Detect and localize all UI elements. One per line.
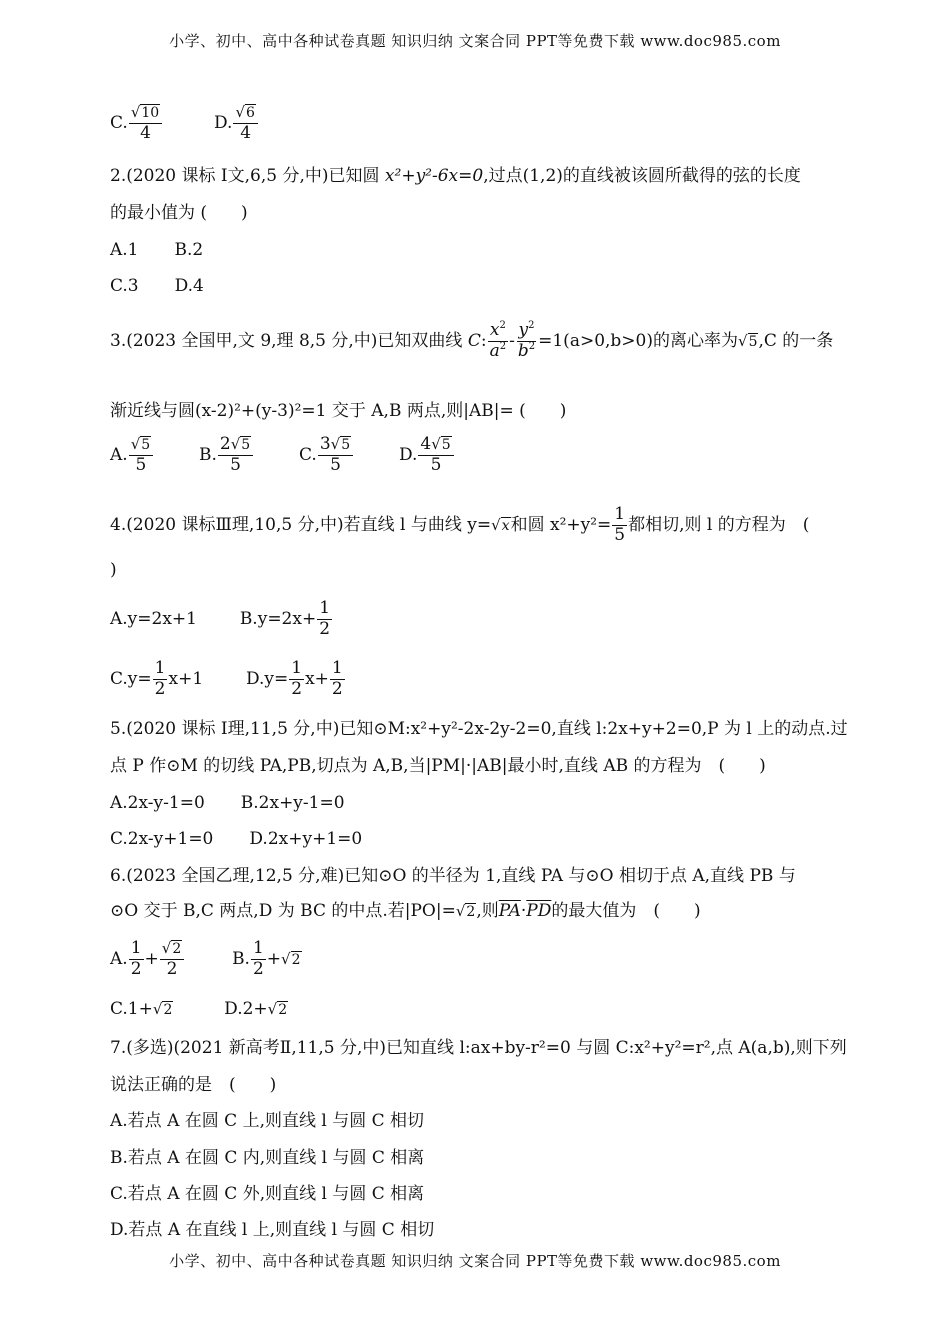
q1-option-c[interactable]: C. $\frac{√10}{4}$ bbox=[110, 113, 163, 133]
q6-option-d[interactable]: D.2+√2 bbox=[224, 999, 288, 1019]
q4-option-a[interactable]: A.y=2x+1 bbox=[110, 608, 197, 629]
q5-option-d[interactable]: D.2x+y+1=0 bbox=[249, 829, 363, 849]
q5-stem-line2: 点 P 作⊙M 的切线 PA,PB,切点为 A,B,当|PM|·|AB|最小时,直线 AB 的方程为 ( ) bbox=[110, 756, 766, 776]
q5-stem-line1: 5.(2020 课标 Ⅰ理,11,5 分,中)已知⊙M:x²+y²-2x-2y-2=0,直线 l:2x+y+2=0,P 为 l 上的动点.过 bbox=[110, 719, 848, 739]
q4-option-d[interactable]: D.y= $\frac{1}{2}$ x+ $\frac{1}{2}$ bbox=[245, 658, 343, 699]
q2-options-row2 bbox=[110, 278, 204, 295]
q6-options-row1 bbox=[110, 940, 302, 979]
q5-options-row2 bbox=[110, 831, 362, 848]
q7-option-b[interactable]: B.若点 A 在圆 C 内,则直线 l 与圆 C 相离 bbox=[110, 1148, 425, 1168]
q6-option-a[interactable]: A. $\frac{1}{2}$ + $\frac{√2}{2}$ bbox=[110, 949, 185, 969]
q4-options-row1 bbox=[110, 600, 333, 639]
q4-stem-line1: 4.(2020 课标Ⅲ理,10,5 分,中)若直线 l 与曲线 y=√x和圆 x²+y²= $\frac{1}{5}$ 都相切,则 l 的方程为 ( bbox=[110, 504, 810, 545]
q6-stem-line1: 6.(2023 全国乙理,12,5 分,难)已知⊙O 的半径为 1,直线 PA 与⊙O 相切于点 A,直线 PB 与 bbox=[110, 866, 796, 886]
q1-options bbox=[110, 104, 259, 143]
q5-option-c[interactable]: C.2x-y+1=0 bbox=[110, 829, 214, 849]
page-header: 小学、初中、高中各种试卷真题 知识归纳 文案合同 PPT等免费下载 www.doc985.com bbox=[169, 32, 781, 50]
q7-stem-line2: 说法正确的是 ( ) bbox=[110, 1075, 277, 1095]
q5-option-a[interactable]: A.2x-y-1=0 bbox=[110, 793, 205, 813]
q2-option-b[interactable]: B.2 bbox=[174, 240, 204, 260]
q2-options-row1 bbox=[110, 242, 203, 259]
q6-option-c[interactable]: C.1+√2 bbox=[110, 999, 173, 1019]
q2-stem-line2: 的最小值为 ( ) bbox=[110, 203, 248, 223]
page-footer: 小学、初中、高中各种试卷真题 知识归纳 文案合同 PPT等免费下载 www.doc985.com bbox=[169, 1252, 781, 1270]
q2-stem-line1: 2.(2020 课标 Ⅰ文,6,5 分,中)已知圆 x²+y²-6x=0,过点(1,2)的直线被该圆所截得的弦的长度 bbox=[110, 166, 801, 186]
q7-option-a[interactable]: A.若点 A 在圆 C 上,则直线 l 与圆 C 相切 bbox=[110, 1111, 425, 1131]
q5-option-b[interactable]: B.2x+y-1=0 bbox=[240, 793, 345, 813]
q4-stem-line2: ) bbox=[110, 560, 117, 580]
q6-stem-line2: ⊙O 交于 B,C 两点,D 为 BC 的中点.若|PO|=√2,则$\overline{PA}\cdot\overline{PD}$的最大值为 ( ) bbox=[110, 901, 701, 921]
q4-option-c[interactable]: C.y= $\frac{1}{2}$ x+1 bbox=[110, 658, 204, 699]
q5-options-row1 bbox=[110, 795, 345, 812]
q1-option-d[interactable]: D. $\frac{√6}{4}$ bbox=[214, 113, 259, 133]
q3-options bbox=[110, 436, 455, 475]
q6-options-row2 bbox=[110, 1001, 288, 1018]
q7-stem-line1: 7.(多选)(2021 新高考Ⅱ,11,5 分,中)已知直线 l:ax+by-r²=0 与圆 C:x²+y²=r²,点 A(a,b),则下列 bbox=[110, 1038, 847, 1058]
q3-stem-line1: 3.(2023 全国甲,文 9,理 8,5 分,中)已知双曲线 C: $\frac{x^2}{a^2}$ - $\frac{y^2}{b^2}$ =1(a>0,b>0)的离心率为√5,C 的一条 bbox=[110, 320, 834, 361]
q3-option-a[interactable]: A. $\frac{√5}{5}$ bbox=[110, 445, 154, 465]
q2-option-c[interactable]: C.3 bbox=[110, 276, 139, 296]
q6-option-b[interactable]: B. $\frac{1}{2}$ +√2 bbox=[232, 938, 301, 979]
q7-option-d[interactable]: D.若点 A 在直线 l 上,则直线 l 与圆 C 相切 bbox=[110, 1220, 435, 1240]
q3-stem-line2: 渐近线与圆(x-2)²+(y-3)²=1 交于 A,B 两点,则|AB|= ( ) bbox=[110, 401, 567, 421]
q4-option-b[interactable]: B.y=2x+ $\frac{1}{2}$ bbox=[239, 598, 331, 639]
q3-option-b[interactable]: B. $\frac{2√5}{5}$ bbox=[199, 445, 254, 465]
q3-option-d[interactable]: D. $\frac{4√5}{5}$ bbox=[399, 445, 455, 465]
q7-option-c[interactable]: C.若点 A 在圆 C 外,则直线 l 与圆 C 相离 bbox=[110, 1184, 425, 1204]
q3-option-c[interactable]: C. $\frac{3√5}{5}$ bbox=[299, 445, 354, 465]
q4-options-row2 bbox=[110, 660, 346, 699]
q2-option-a[interactable]: A.1 bbox=[110, 240, 139, 260]
q2-option-d[interactable]: D.4 bbox=[174, 276, 204, 296]
